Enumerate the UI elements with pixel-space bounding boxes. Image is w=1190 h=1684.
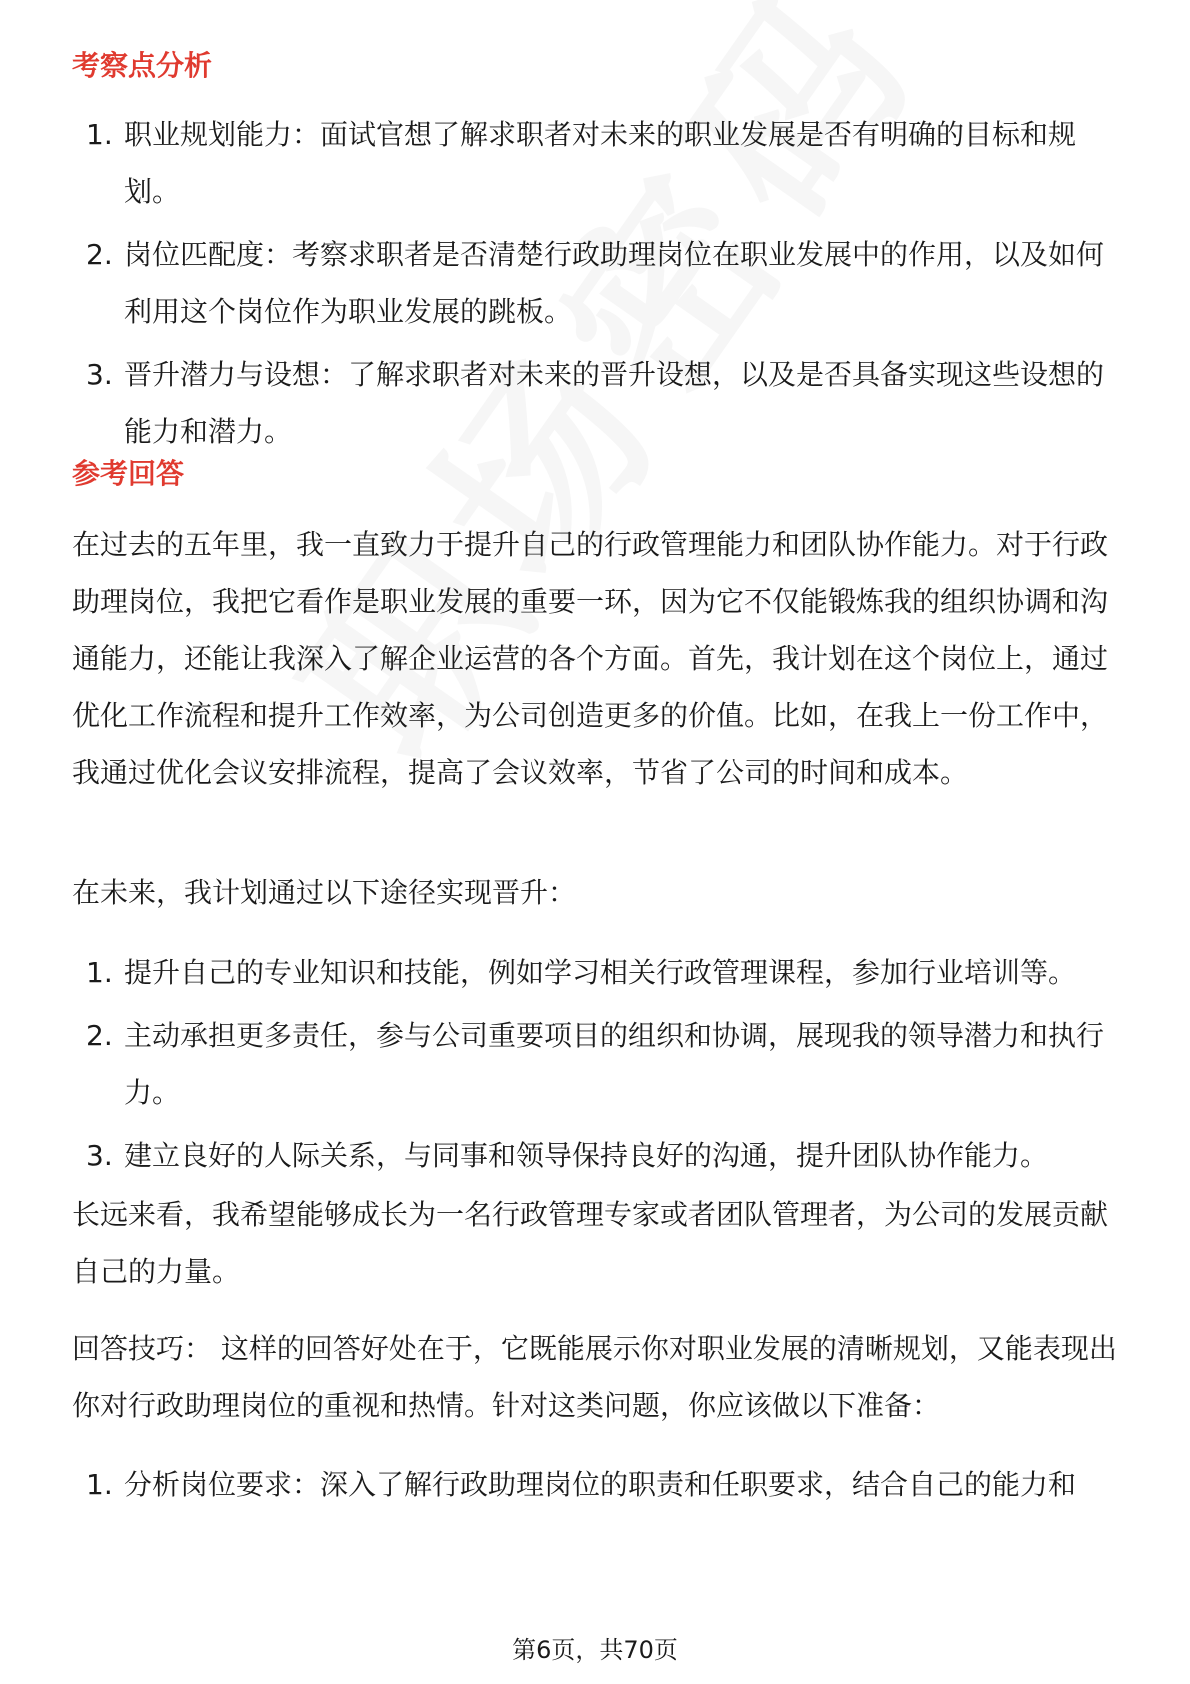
intro-paragraph: 在未来，我计划通过以下途径实现晋升： — [72, 876, 577, 909]
list-number: 2. — [86, 1019, 113, 1052]
analysis-title: 考察点分析 — [72, 49, 213, 82]
answer-paragraph: 在过去的五年里，我一直致力于提升自己的行政管理能力和团队协作能力。对于行政助理岗位，我把它看作是职业发展的重要一环，因为它不仅能锻炼我的组织协调和沟通能力，还能让我深入了解企业运营的各个方面。首先，我计划在这个岗位上，通过优化工作流程和提升工作效率，为公司创造更多的价值。比如，在我上一份工作中，我通过优化会议安排流程，提高了会议效率，节省了公司的时间和成本。 — [72, 528, 1109, 789]
list-text: 建立良好的人际关系，与同事和领导保持良好的沟通，提升团队协作能力。 — [124, 1139, 1049, 1172]
list-text: 晋升潜力与设想：了解求职者对未来的晋升设想，以及是否具备实现这些设想的能力和潜力。 — [124, 358, 1105, 448]
tips-paragraph: 回答技巧： 这样的回答好处在于，它既能展示你对职业发展的清晰规划，又能表现出你对行政助理岗位的重视和热情。针对这类问题，你应该做以下准备： — [72, 1332, 1117, 1422]
list-text: 岗位匹配度：考察求职者是否清楚行政助理岗位在职业发展中的作用，以及如何利用这个岗位作为职业发展的跳板。 — [124, 238, 1105, 328]
answer-title: 参考回答 — [72, 457, 185, 490]
tips-list — [72, 1456, 1112, 1519]
list-text: 主动承担更多责任，参与公司重要项目的组织和协调，展现我的领导潜力和执行力。 — [124, 1019, 1105, 1109]
list-number: 3. — [86, 1139, 113, 1172]
list-item — [72, 944, 1112, 1001]
list-text: 提升自己的专业知识和技能，例如学习相关行政管理课程，参加行业培训等。 — [124, 956, 1077, 989]
promotion-list — [72, 944, 1112, 1190]
list-number: 1. — [86, 956, 113, 989]
page-number: 第6页，共70页 — [512, 1636, 678, 1664]
list-item — [72, 106, 1112, 220]
list-number: 1. — [86, 1468, 113, 1501]
longterm-paragraph: 长远来看，我希望能够成长为一名行政管理专家或者团队管理者，为公司的发展贡献自己的力量。 — [72, 1198, 1109, 1288]
list-number: 1. — [86, 118, 113, 151]
list-number: 2. — [86, 238, 113, 271]
list-item — [72, 1456, 1112, 1513]
list-text: 职业规划能力：面试官想了解求职者对未来的职业发展是否有明确的目标和规划。 — [124, 118, 1077, 208]
list-item — [72, 1127, 1112, 1184]
list-number: 3. — [86, 358, 113, 391]
list-item — [72, 1007, 1112, 1121]
list-item — [72, 226, 1112, 340]
analysis-list — [72, 106, 1112, 466]
list-text: 分析岗位要求：深入了解行政助理岗位的职责和任职要求，结合自己的能力和 — [124, 1468, 1077, 1501]
list-item — [72, 346, 1112, 460]
